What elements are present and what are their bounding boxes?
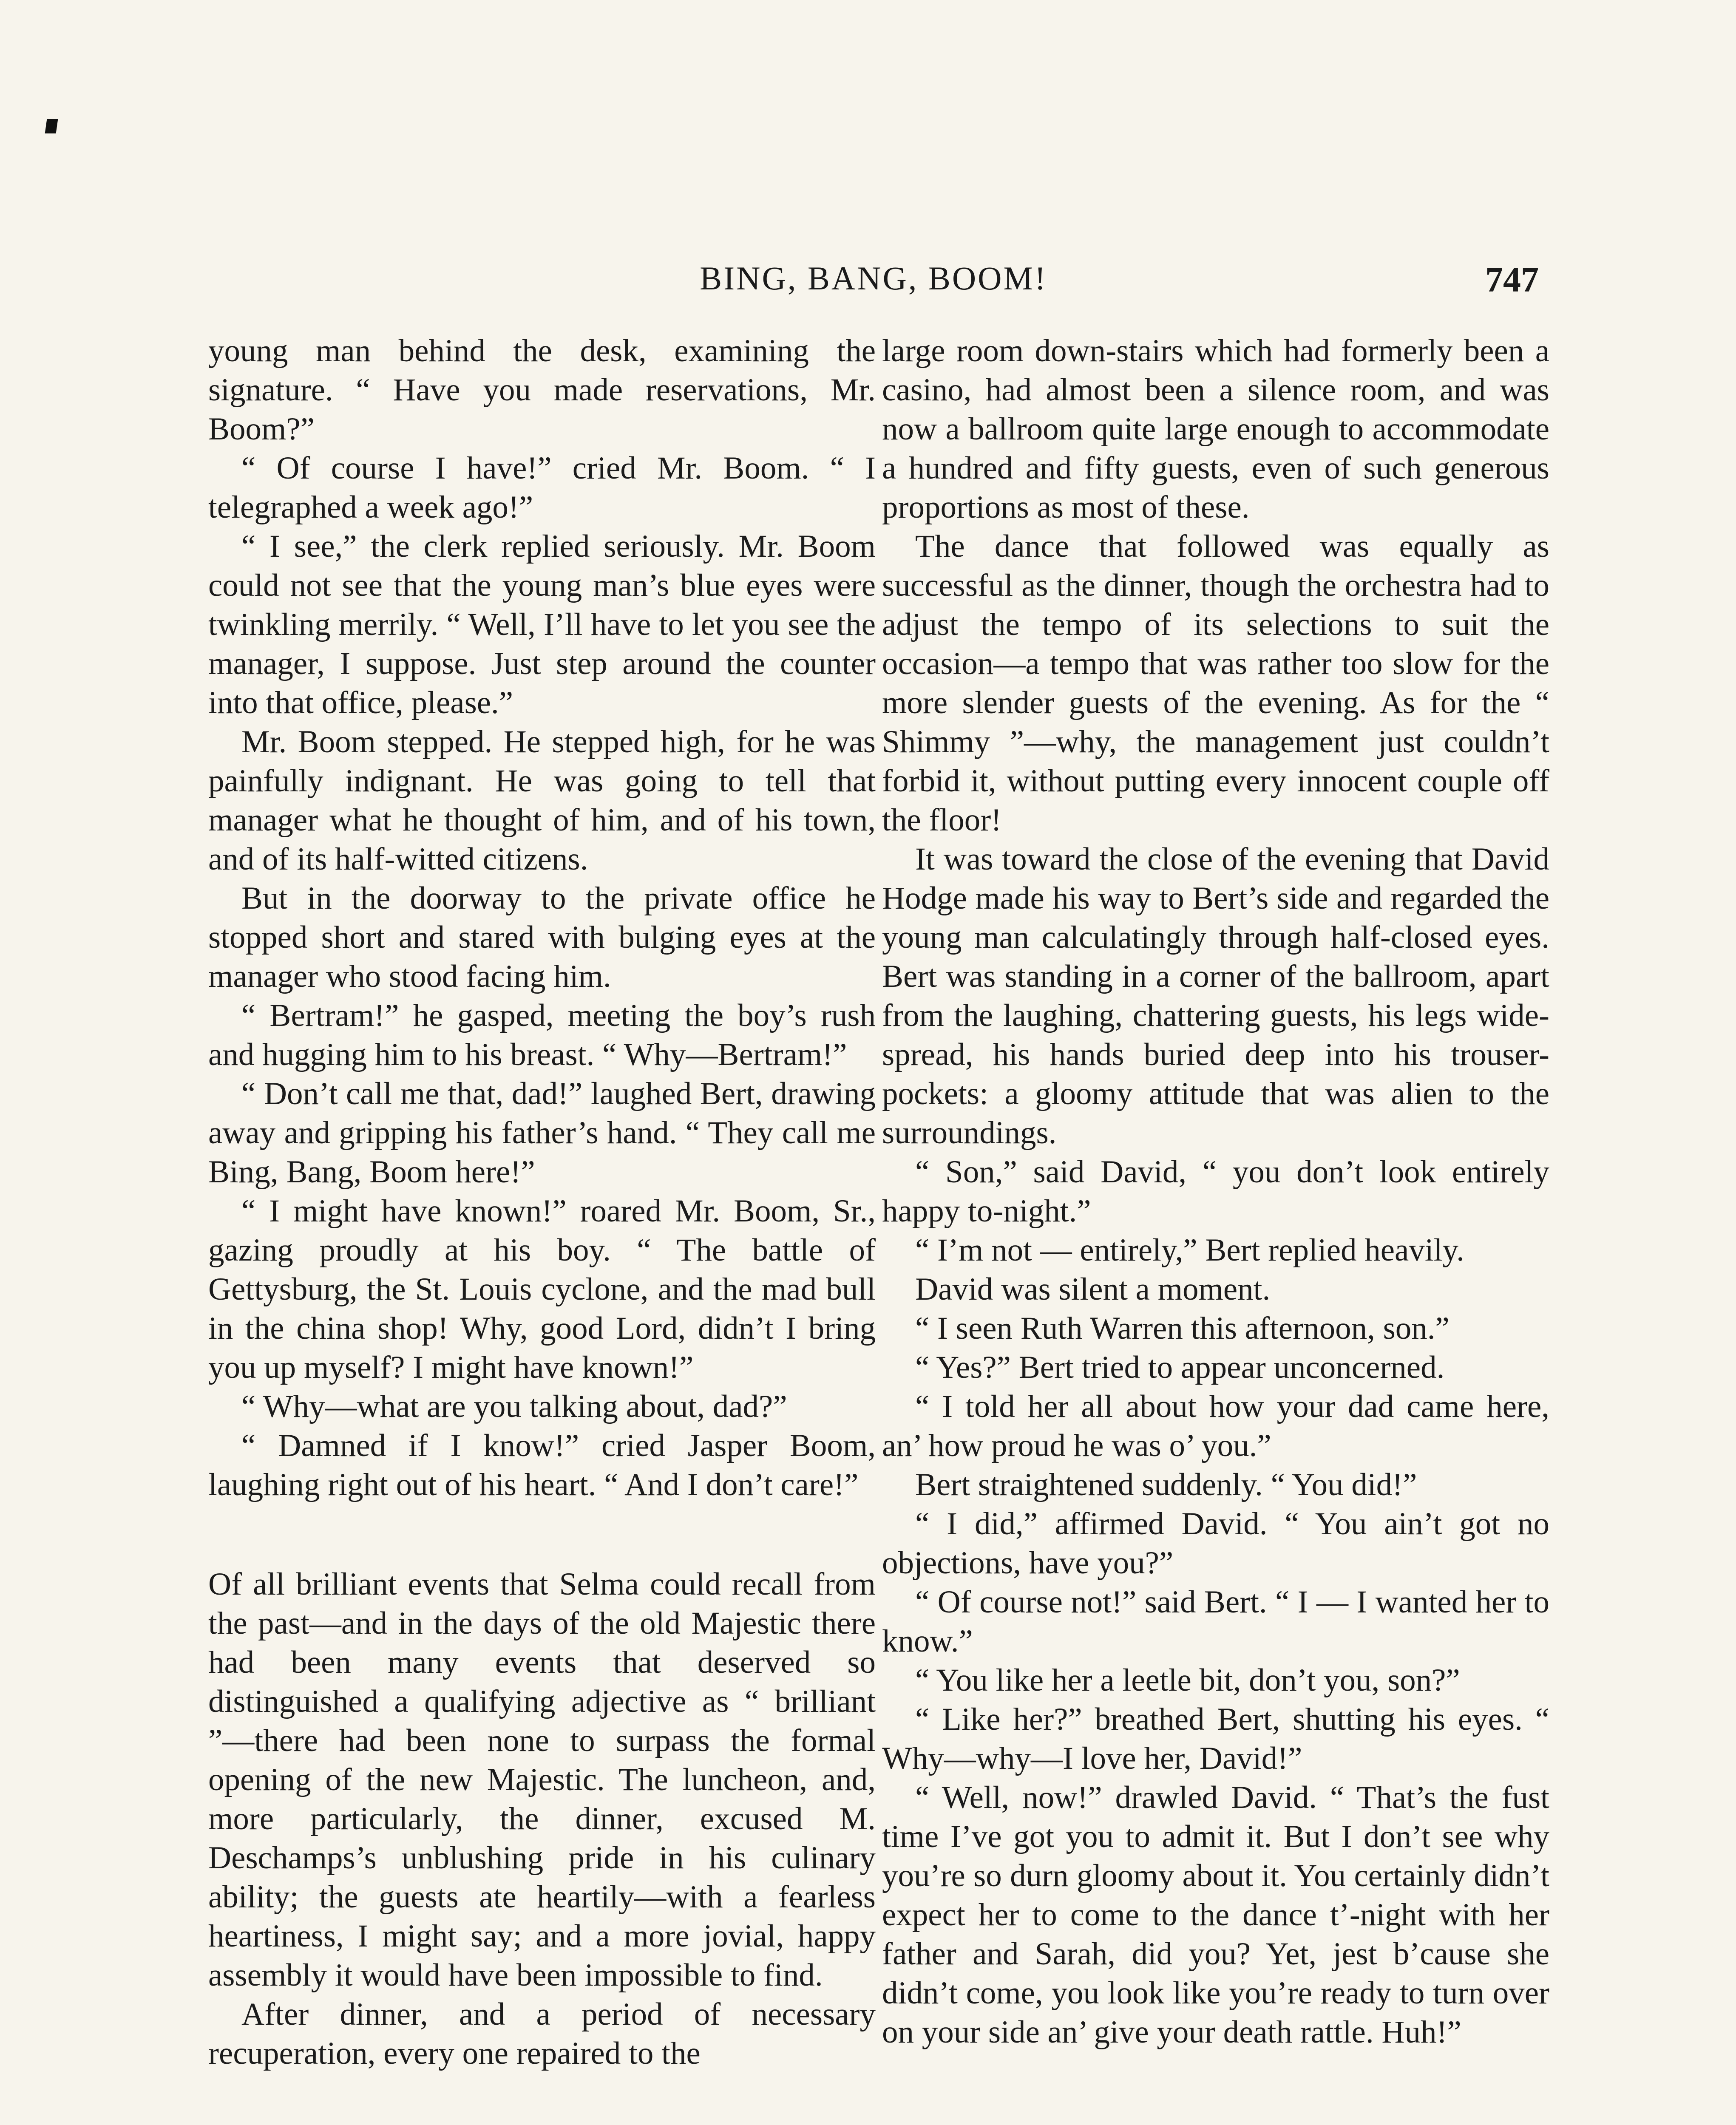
paragraph: “ I’m not — entirely,” Bert replied heavily. — [915, 1232, 1464, 1268]
paragraph: Mr. Boom stepped. He stepped high, for he was painfully indignant. He was going to tell that manager what he thought of him, and of his town, and of its half-witted citizens. — [208, 724, 876, 877]
paragraph: “ Yes?” Bert tried to appear unconcerned. — [915, 1350, 1445, 1385]
right-column — [882, 332, 1549, 2052]
corner-ink-mark — [45, 119, 58, 133]
paragraph: “ I did,” affirmed David. “ You ain’t got no objections, have you?” — [882, 1506, 1549, 1581]
paragraph: “ Of course not!” said Bert. “ I — I wanted her to know.” — [882, 1584, 1549, 1659]
paragraph: “ Don’t call me that, dad!” laughed Bert, drawing away and gripping his father’s hand. “ They call me Bing, Bang, Boom here!” — [208, 1076, 876, 1190]
page-number: 747 — [1485, 260, 1539, 300]
paragraph: young man behind the desk, examining the signature. “ Have you made reservations, Mr. Boom?” — [208, 333, 876, 447]
paragraph: “ Son,” said David, “ you don’t look entirely happy to-night.” — [882, 1154, 1549, 1229]
paragraph: “ Of course I have!” cried Mr. Boom. “ I telegraphed a week ago!” — [208, 450, 876, 525]
paragraph: large room down-stairs which had formerly been a casino, had almost been a silence room, and was now a ballroom quite large enough to accommodate a hundred and fifty guests, even of such generous proportions as most of these. — [882, 333, 1549, 525]
paragraph: “ Damned if I know!” cried Jasper Boom, laughing right out of his heart. “ And I don’t care!” — [208, 1428, 876, 1502]
paragraph: “ Well, now!” drawled David. “ That’s the fust time I’ve got you to admit it. But I don’t see why you’re so durn gloomy about it. You certainly didn’t expect her to come to the dance t’-night with her father and Sarah, did you? Yet, jest b’cause she didn’t come, you look like you’re ready to turn over on your side an’ give your death rattle. Huh!” — [882, 1780, 1549, 2050]
paragraph: “ I see,” the clerk replied seriously. Mr. Boom could not see that the young man’s blue eyes were twinkling merrily. “ Well, I’ll have to let you see the manager, I suppose. Just step around the counter into that office, please.” — [208, 529, 876, 720]
paragraph: The dance that followed was equally as successful as the dinner, though the orchestra had to adjust the tempo of its selections to suit the occasion—a tempo that was rather too slow for the more slender guests of the evening. As for the “ Shimmy ”—why, the management just couldn’t forbid it, without putting every innocent couple off the floor! — [882, 529, 1549, 838]
paragraph: “ You like her a leetle bit, don’t you, son?” — [915, 1663, 1460, 1698]
section-opening-paragraph: Of all brilliant events that Selma could recall from the past—and in the days of the old Majestic there had been many events that deserved so distinguished a qualifying adjective as “ brilliant ”—there had been none to surpass the formal opening of the new Majestic. The luncheon, and, more particularly, the dinner, excused M. Deschamps’s unblushing pride in his culinary ability; the guests ate heartily—with a fearless heartiness, I might say; and a more jovial, happy assembly it would have been impossible to find. — [208, 1567, 876, 1993]
paragraph: “ I told her all about how your dad came here, an’ how proud he was o’ you.” — [882, 1389, 1549, 1463]
paragraph: Bert straightened suddenly. “ You did!” — [915, 1467, 1417, 1502]
paragraph: “ Bertram!” he gasped, meeting the boy’s rush and hugging him to his breast. “ Why—Bertram!” — [208, 998, 876, 1072]
paragraph: David was silent a moment. — [915, 1272, 1271, 1307]
paragraph: It was toward the close of the evening that David Hodge made his way to Bert’s side and regarded the young man calculatingly through half-closed eyes. Bert was standing in a corner of the ballroom, apart from the laughing, chattering guests, his legs wide-spread, his hands buried deep into his trouser-pockets: a gloomy attitude that was alien to the surroundings. — [882, 842, 1549, 1150]
page-header — [208, 259, 1539, 310]
paragraph: But in the doorway to the private office he stopped short and stared with bulging eyes at the manager who stood facing him. — [208, 881, 876, 994]
paragraph: “ I might have known!” roared Mr. Boom, Sr., gazing proudly at his boy. “ The battle of Gettysburg, the St. Louis cyclone, and the mad bull in the china shop! Why, good Lord, didn’t I bring you up myself? I might have known!” — [208, 1193, 876, 1385]
running-head: BING, BANG, BOOM! — [700, 260, 1047, 297]
paragraph: “ Like her?” breathed Bert, shutting his eyes. “ Why—why—I love her, David!” — [882, 1702, 1549, 1776]
left-column — [208, 332, 876, 2073]
paragraph: “ Why—what are you talking about, dad?” — [241, 1389, 787, 1424]
paragraph: “ I seen Ruth Warren this afternoon, son.” — [915, 1311, 1450, 1346]
paragraph: After dinner, and a period of necessary recuperation, every one repaired to the — [208, 1997, 876, 2071]
